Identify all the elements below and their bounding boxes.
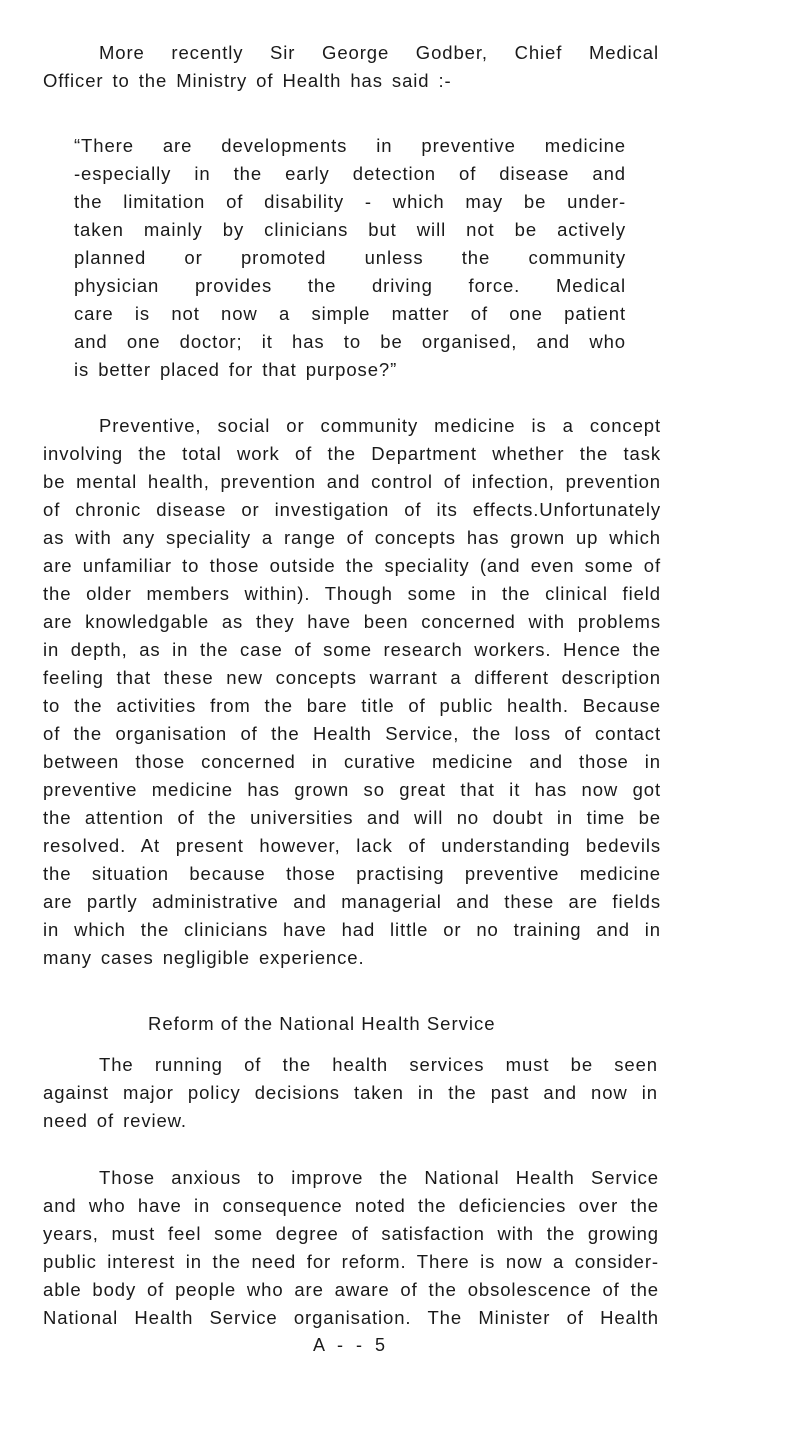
body-line: against major policy decisions taken in the past and now in — [43, 1082, 658, 1103]
body-line: National Health Service organisation. The Minister of Health — [43, 1307, 659, 1328]
body-line: in depth, as in the case of some research workers. Hence the — [43, 639, 661, 660]
intro-line: Officer to the Ministry of Health has said :- — [43, 70, 452, 91]
body-line: The running of the health services must be seen — [99, 1054, 658, 1075]
body-line: are unfamiliar to those outside the speciality (and even some of — [43, 555, 661, 576]
page-number: A - - 5 — [313, 1335, 390, 1355]
intro-line: More recently Sir George Godber, Chief Medical — [99, 42, 659, 63]
body-line: are partly administrative and managerial and these are fields — [43, 891, 661, 912]
body-line: the attention of the universities and will no doubt in time be — [43, 807, 661, 828]
body-line: are knowledgable as they have been concerned with problems — [43, 611, 661, 632]
body-line: able body of people who are aware of the obsolescence of the — [43, 1279, 659, 1300]
body-line: as with any speciality a range of concepts has grown up which — [43, 527, 661, 548]
body-line: involving the total work of the Department whether the task — [43, 443, 661, 464]
body-line: many cases negligible experience. — [43, 947, 365, 968]
body-line: and who have in consequence noted the deficiencies over the — [43, 1195, 659, 1216]
body-line: to the activities from the bare title of public health. Because — [43, 695, 661, 716]
body-line: between those concerned in curative medicine and those in — [43, 751, 661, 772]
quote-line: -especially in the early detection of disease and — [74, 163, 626, 184]
body-line: the older members within). Though some in the clinical field — [43, 583, 661, 604]
body-line: Those anxious to improve the National Health Service — [99, 1167, 659, 1188]
quote-line: the limitation of disability - which may be under- — [74, 191, 626, 212]
quote-line: is better placed for that purpose?” — [74, 359, 398, 380]
body-line: need of review. — [43, 1110, 187, 1131]
body-line: be mental health, prevention and control of infection, prevention — [43, 471, 661, 492]
body-line: of the organisation of the Health Service, the loss of contact — [43, 723, 661, 744]
body-line: feeling that these new concepts warrant a different description — [43, 667, 661, 688]
body-line: resolved. At present however, lack of understanding bedevils — [43, 835, 661, 856]
quote-line: taken mainly by clinicians but will not be actively — [74, 219, 626, 240]
quote-line: care is not now a simple matter of one patient — [74, 303, 626, 324]
body-line: Preventive, social or community medicine is a concept — [99, 415, 661, 436]
body-line: the situation because those practising preventive medicine — [43, 863, 661, 884]
section-heading: Reform of the National Health Service — [148, 1013, 496, 1034]
body-line: of chronic disease or investigation of its effects.Unfortunately — [43, 499, 661, 520]
body-line: preventive medicine has grown so great that it has now got — [43, 779, 661, 800]
quote-line: and one doctor; it has to be organised, and who — [74, 331, 626, 352]
quote-line: “There are developments in preventive medicine — [74, 135, 626, 156]
body-line: years, must feel some degree of satisfaction with the growing — [43, 1223, 659, 1244]
body-line: public interest in the need for reform. There is now a consider- — [43, 1251, 659, 1272]
quote-line: planned or promoted unless the community — [74, 247, 626, 268]
quote-line: physician provides the driving force. Medical — [74, 275, 626, 296]
body-line: in which the clinicians have had little or no training and in — [43, 919, 661, 940]
